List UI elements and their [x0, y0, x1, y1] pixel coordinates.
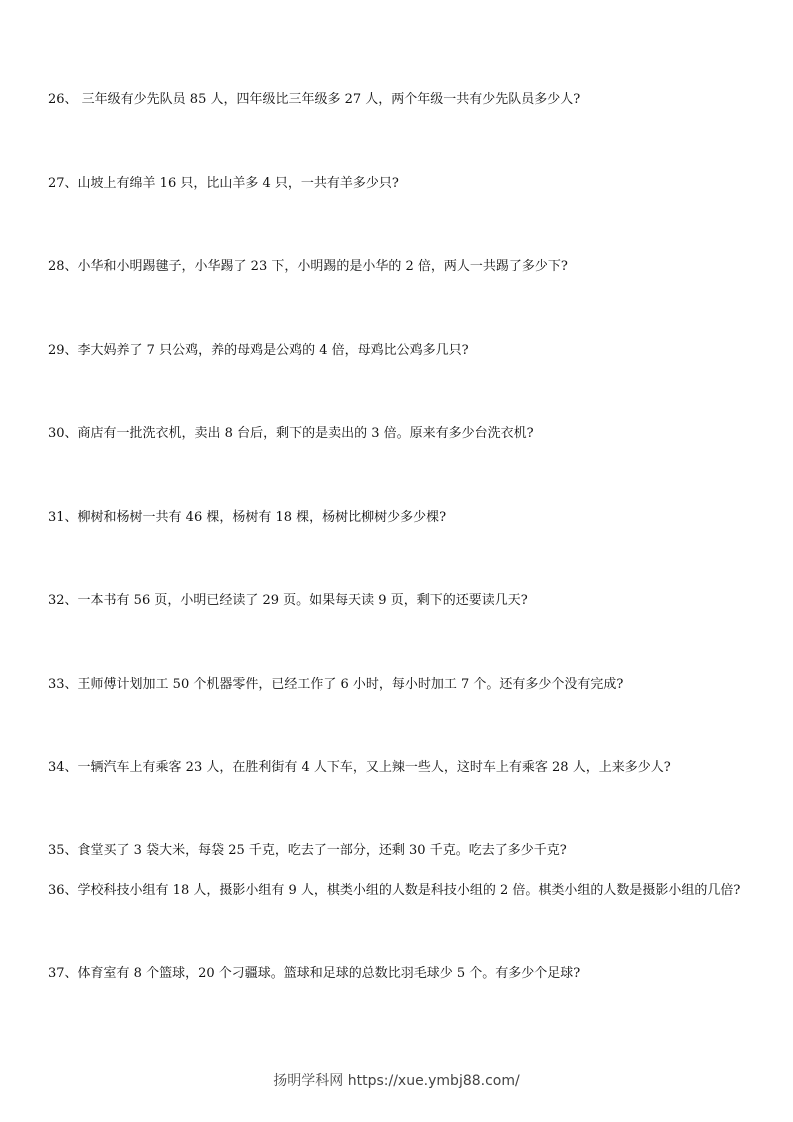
footer-watermark: 扬明学科网 https://xue.ymbj88.com/ — [273, 1073, 520, 1089]
question-28: 28、小华和小明踢毽子，小华踢了 23 下，小明踢的是小华的 2 倍，两人一共踢了多少下? — [48, 259, 568, 274]
question-34: 34、一辆汽车上有乘客 23 人，在胜利街有 4 人下车，又上辣一些人，这时车上有乘客 28 人，上来多少人? — [48, 760, 671, 775]
question-32: 32、一本书有 56 页，小明已经读了 29 页。如果每天读 9 页，剩下的还要读几天? — [48, 593, 528, 608]
question-27: 27、山坡上有绵羊 16 只，比山羊多 4 只，一共有羊多少只? — [48, 176, 399, 191]
question-31: 31、柳树和杨树一共有 46 棵，杨树有 18 棵，杨树比柳树少多少棵? — [48, 510, 447, 525]
question-37: 37、体育室有 8 个篮球，20 个刁疆球。篮球和足球的总数比羽毛球少 5 个。有多少个足球? — [48, 966, 581, 981]
question-30: 30、商店有一批洗衣机，卖出 8 台后，剩下的是卖出的 3 倍。原来有多少台洗衣机? — [48, 426, 534, 441]
question-35: 35、食堂买了 3 袋大米，每袋 25 千克，吃去了一部分，还剩 30 千克。吃去了多少千克? — [48, 843, 567, 858]
question-33: 33、王师傅计划加工 50 个机器零件，已经工作了 6 小时，每小时加工 7 个。还有多少个没有完成? — [48, 677, 624, 692]
question-36: 36、学校科技小组有 18 人，摄影小组有 9 人，棋类小组的人数是科技小组的 2 倍。棋类小组的人数是摄影小组的几倍? — [48, 883, 741, 898]
question-29: 29、李大妈养了 7 只公鸡，养的母鸡是公鸡的 4 倍，母鸡比公鸡多几只? — [48, 343, 469, 358]
question-26: 26、 三年级有少先队员 85 人，四年级比三年级多 27 人，两个年级一共有少先队员多少人? — [48, 92, 581, 107]
